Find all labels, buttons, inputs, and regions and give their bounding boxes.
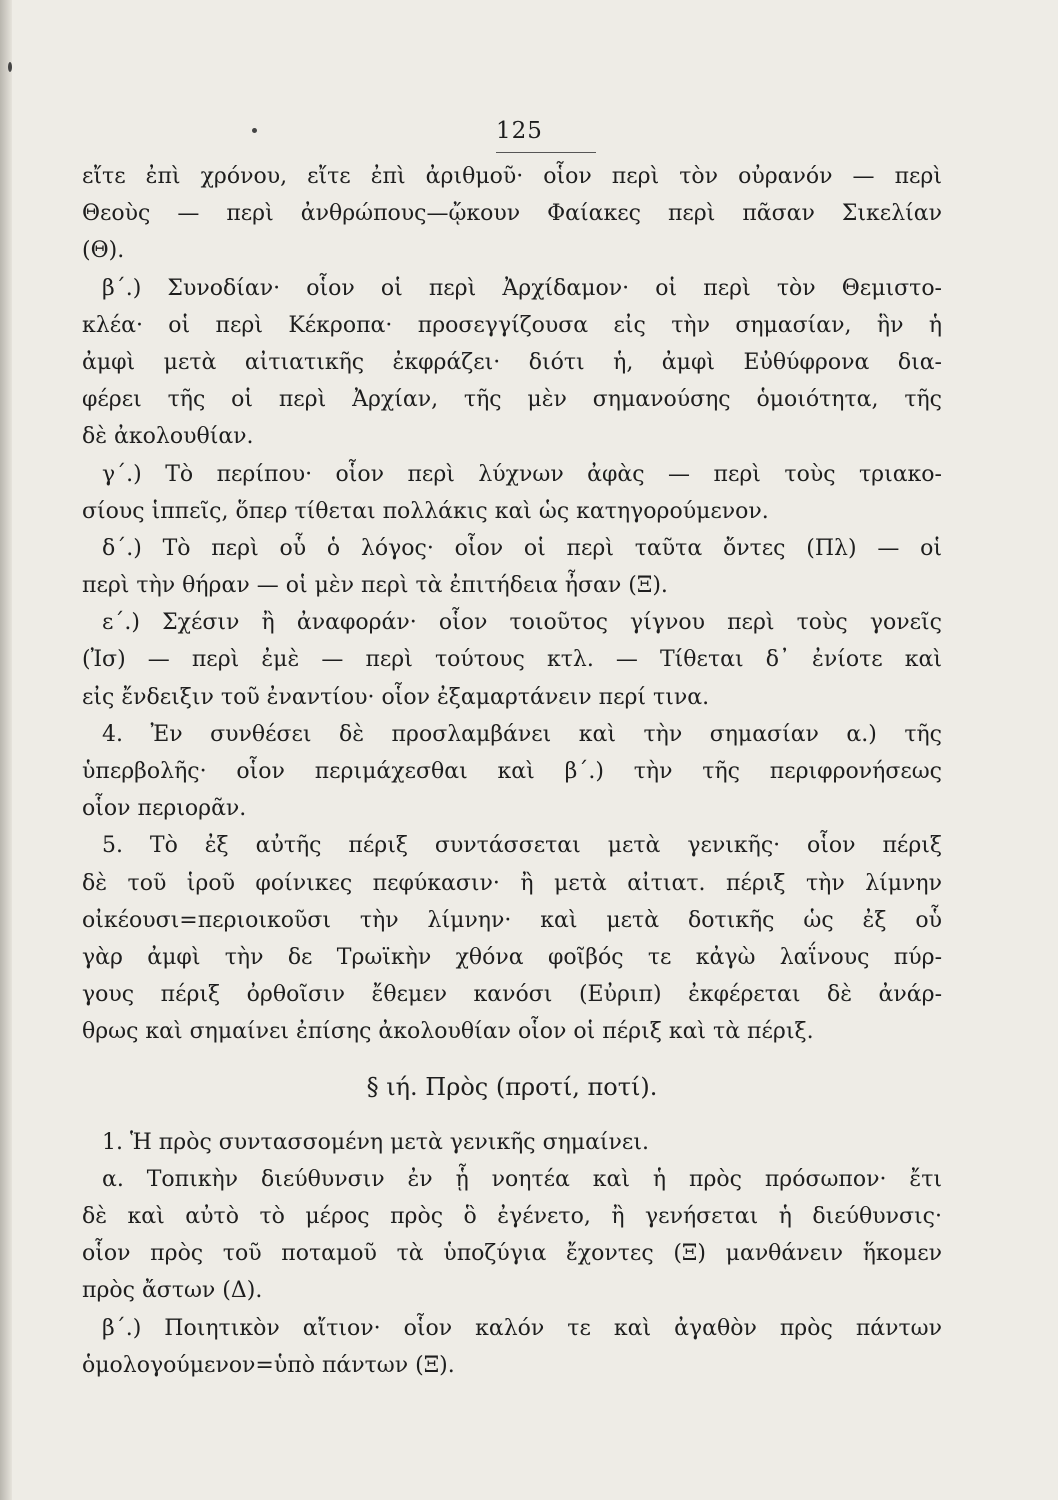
text-line: εἴτε ἐπὶ χρόνου, εἴτε ἐπὶ ἀριθμοῦ· οἷον περὶ τὸν οὐρανόν — περὶ — [82, 164, 942, 189]
text-line: περὶ τὴν θήραν — οἱ μὲν περὶ τὰ ἐπιτήδεια ἦσαν (Ξ). — [82, 573, 668, 599]
text-line: γ΄.) Τὸ περίπου· οἷον περὶ λύχνων ἀφὰς — περὶ τοὺς τριακο- — [102, 461, 942, 487]
section-heading: § ιή. Πρὸς (προτί, ποτί). — [366, 1072, 658, 1101]
section-spacer — [82, 1106, 942, 1124]
text-line: γὰρ ἀμφὶ τὴν δε Τρωϊκὴν χθόνα φοῖβός τε κἀγὼ λαΐνους πύρ- — [82, 944, 942, 970]
text-line: φέρει τῆς οἱ περὶ Ἀρχίαν, τῆς μὲν σημανούσης ὁμοιότητα, τῆς — [82, 387, 942, 413]
text-line: ε΄.) Σχέσιν ἢ ἀναφοράν· οἷον τοιοῦτος γίγνου περὶ τοὺς γονεῖς — [102, 610, 942, 636]
text-line: ὑπερβολῆς· οἷον περιμάχεσθαι καὶ β΄.) τὴν τῆς περιφρονήσεως — [82, 759, 942, 784]
text-line: οἷον περιορᾶν. — [82, 796, 247, 822]
text-line: οἷον πρὸς τοῦ ποταμοῦ τὰ ὑποζύγια ἔχοντες (Ξ) μανθάνειν ἥκομεν — [82, 1241, 942, 1267]
body-text — [82, 158, 942, 1384]
text-line: 4. Ἐν συνθέσει δὲ προσλαμβάνει καὶ τὴν σημασίαν α.) τῆς — [102, 721, 942, 747]
text-line: θρως καὶ σημαίνει ἐπίσης ἀκολουθίαν οἷον οἱ πέριξ καὶ τὰ πέριξ. — [82, 1019, 814, 1045]
page-number: 125 — [496, 118, 543, 144]
text-line: πρὸς ἄστων (Δ). — [82, 1278, 263, 1304]
text-line: (Ἰσ) — περὶ ἐμὲ — περὶ τούτους κτλ. — Τίθεται δ᾽ ἐνίοτε καὶ — [82, 647, 942, 673]
scan-edge-shadow — [0, 0, 12, 1500]
text-line: ἀμφὶ μετὰ αἰτιατικῆς ἐκφράζει· διότι ἡ, ἀμφὶ Εὐθύφρονα δια- — [82, 349, 942, 375]
text-line: οἰκέουσι=περιοικοῦσι τὴν λίμνην· καὶ μετὰ δοτικῆς ὡς ἐξ οὗ — [82, 907, 942, 933]
text-line: κλέα· οἱ περὶ Κέκροπα· προσεγγίζουσα εἰς τὴν σημασίαν, ἣν ἡ — [82, 312, 942, 338]
text-line: δ΄.) Τὸ περὶ οὗ ὁ λόγος· οἷον οἱ περὶ ταῦτα ὄντες (Πλ) — οἱ — [102, 535, 942, 561]
text-line: εἰς ἔνδειξιν τοῦ ἐναντίου· οἷον ἐξαμαρτάνειν περί τινα. — [82, 684, 710, 710]
text-line: ὁμολογούμενον=ὑπὸ πάντων (Ξ). — [82, 1352, 455, 1378]
text-line: γους πέριξ ὀρθοῖσιν ἔθεμεν κανόσι (Εὐριπ) ἐκφέρεται δὲ ἀνάρ- — [82, 982, 942, 1008]
page-number-rule — [496, 152, 596, 153]
ink-speck — [8, 62, 12, 72]
text-line: β΄.) Ποιητικὸν αἴτιον· οἷον καλόν τε καὶ ἀγαθὸν πρὸς πάντων — [102, 1315, 942, 1341]
text-line: δὲ τοῦ ἱροῦ φοίνικες πεφύκασιν· ἢ μετὰ αἰτιατ. πέριξ τὴν λίμνην — [82, 870, 942, 896]
section-spacer — [82, 1051, 942, 1069]
text-line: 5. Τὸ ἐξ αὐτῆς πέριξ συντάσσεται μετὰ γενικῆς· οἷον πέριξ — [102, 833, 942, 859]
text-line: 1. Ἡ πρὸς συντασσομένη μετὰ γενικῆς σημαίνει. — [102, 1129, 649, 1155]
text-line: β΄.) Συνοδίαν· οἷον οἱ περὶ Ἀρχίδαμον· οἱ περὶ τὸν Θεμιστο- — [102, 275, 942, 301]
ink-speck — [252, 128, 257, 133]
text-line: (Θ). — [82, 238, 125, 264]
text-line: σίους ἱππεῖς, ὅπερ τίθεται πολλάκις καὶ ὡς κατηγορούμενον. — [82, 498, 769, 524]
text-line: α. Τοπικὴν διεύθυνσιν ἐν ᾗ νοητέα καὶ ἡ πρὸς πρόσωπον· ἔτι — [102, 1166, 942, 1192]
text-line: Θεοὺς — περὶ ἀνθρώπους—ᾤκουν Φαίακες περὶ πᾶσαν Σικελίαν — [82, 201, 942, 227]
text-line: δὲ καὶ αὐτὸ τὸ μέρος πρὸς ὃ ἐγένετο, ἢ γενήσεται ἡ διεύθυνσις· — [82, 1204, 942, 1230]
text-line: δὲ ἀκολουθίαν. — [82, 424, 254, 450]
